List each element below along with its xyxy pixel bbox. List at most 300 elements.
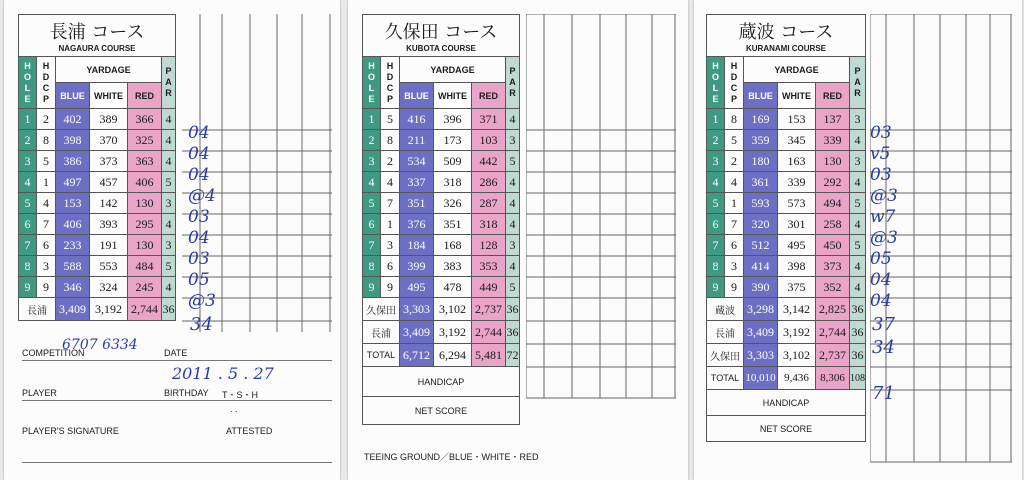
hole-cell: 7 (707, 235, 725, 256)
hdcp-cell: 6 (381, 256, 400, 277)
white-header: WHITE (90, 83, 128, 109)
red-cell: 295 (128, 214, 162, 235)
red-cell: 339 (816, 130, 850, 151)
handwritten-score: 03 (188, 207, 210, 227)
hdcp-cell: 5 (37, 151, 56, 172)
total-par-cell: 108 (850, 367, 866, 390)
blue-cell: 169 (744, 109, 778, 130)
handwritten-total: 34 (190, 314, 213, 335)
table-row (707, 130, 866, 151)
total-white-cell: 3,192 (778, 321, 816, 344)
attested-label: ATTESTED (226, 426, 273, 436)
total-white-cell: 3,142 (778, 298, 816, 321)
total-label: 久保田 (707, 344, 744, 367)
course-name-en: NAGAURA COURSE (58, 44, 136, 53)
hole-header: H O L E (707, 57, 725, 109)
table-row (707, 172, 866, 193)
red-header: RED (472, 83, 506, 109)
card-frame (362, 14, 676, 444)
course-title (363, 15, 520, 57)
table-row (707, 277, 866, 298)
hdcp-cell: 8 (381, 130, 400, 151)
blue-cell: 588 (56, 256, 90, 277)
red-cell: 286 (472, 172, 506, 193)
white-cell: 191 (90, 235, 128, 256)
hole-cell: 7 (19, 235, 37, 256)
total-blue-cell: 10,010 (744, 367, 778, 390)
white-cell: 573 (778, 193, 816, 214)
hole-cell: 5 (707, 193, 725, 214)
total-par-cell: 36 (506, 321, 520, 344)
total-par-cell: 36 (850, 298, 866, 321)
birthday-label: BIRTHDAY (164, 388, 209, 398)
signature-label: PLAYER'S SIGNATURE (22, 426, 119, 436)
white-cell: 509 (434, 151, 472, 172)
white-cell: 375 (778, 277, 816, 298)
hdcp-cell: 3 (37, 256, 56, 277)
red-cell: 137 (816, 109, 850, 130)
red-header: RED (128, 83, 162, 109)
table-row (19, 130, 177, 151)
table-row (363, 193, 520, 214)
table-row (363, 151, 520, 172)
table-row (707, 256, 866, 277)
white-cell: 142 (90, 193, 128, 214)
par-cell: 4 (506, 172, 520, 193)
blue-cell: 593 (744, 193, 778, 214)
handwritten-score: 04 (870, 291, 892, 311)
red-cell: 366 (128, 109, 162, 130)
nagaura-table (18, 14, 177, 321)
table-row (19, 235, 177, 256)
table-row (363, 277, 520, 298)
hdcp-cell: 6 (37, 235, 56, 256)
white-cell: 326 (434, 193, 472, 214)
hdcp-cell: 9 (381, 277, 400, 298)
white-cell: 393 (90, 214, 128, 235)
total-blue-cell: 3,409 (400, 321, 434, 344)
yardage-header: YARDAGE (744, 57, 850, 83)
red-cell: 245 (128, 277, 162, 298)
hole-cell: 6 (19, 214, 37, 235)
blue-header: BLUE (744, 83, 778, 109)
blue-cell: 337 (400, 172, 434, 193)
total-blue-cell: 3,303 (400, 298, 434, 321)
course-title (19, 15, 176, 57)
white-cell: 339 (778, 172, 816, 193)
blue-cell: 211 (400, 130, 434, 151)
handwritten-score: 04 (870, 270, 892, 290)
blue-cell: 386 (56, 151, 90, 172)
table-row (363, 256, 520, 277)
handwritten-score: v5 (870, 144, 891, 164)
par-header: P A R (850, 57, 866, 109)
red-cell: 292 (816, 172, 850, 193)
blue-cell: 320 (744, 214, 778, 235)
total-blue-cell: 6,712 (400, 344, 434, 367)
handwritten-score: 05 (188, 270, 210, 290)
hdcp-header: H D C P (37, 57, 56, 109)
hole-cell: 1 (19, 109, 37, 130)
white-cell: 478 (434, 277, 472, 298)
score-grid-lines (526, 14, 676, 400)
white-cell: 398 (778, 256, 816, 277)
blue-cell: 406 (56, 214, 90, 235)
white-cell: 457 (90, 172, 128, 193)
net-score-row: NET SCORE (363, 397, 520, 425)
table-row (19, 214, 177, 235)
white-cell: 396 (434, 109, 472, 130)
red-cell: 128 (472, 235, 506, 256)
hole-cell: 8 (707, 256, 725, 277)
red-cell: 442 (472, 151, 506, 172)
white-cell: 370 (90, 130, 128, 151)
par-header: P A R (162, 57, 176, 109)
par-cell: 4 (162, 109, 176, 130)
red-cell: 494 (816, 193, 850, 214)
total-row (363, 321, 520, 344)
par-cell: 4 (162, 130, 176, 151)
hdcp-cell: 1 (725, 193, 744, 214)
hole-rows (707, 109, 866, 390)
hdcp-cell: 9 (725, 277, 744, 298)
total-label: TOTAL (707, 367, 744, 390)
hole-cell: 9 (363, 277, 381, 298)
scorecard-kubota (348, 0, 688, 480)
par-cell: 3 (162, 193, 176, 214)
hdcp-cell: 5 (725, 130, 744, 151)
course-name-en: KURANAMI COURSE (746, 44, 826, 53)
handwritten-score: 03 (870, 123, 892, 143)
blue-cell: 376 (400, 214, 434, 235)
hole-cell: 6 (707, 214, 725, 235)
total-row (363, 344, 520, 367)
card-frame (706, 14, 1012, 464)
hdcp-cell: 3 (725, 256, 744, 277)
total-blue-cell: 3,409 (56, 298, 90, 321)
total-white-cell: 6,294 (434, 344, 472, 367)
hole-cell: 8 (363, 256, 381, 277)
red-cell: 484 (128, 256, 162, 277)
hdcp-cell: 7 (725, 214, 744, 235)
red-header: RED (816, 83, 850, 109)
handwritten-score: 03 (188, 249, 210, 269)
course-name-jp: 蔵波 コース (738, 22, 834, 43)
handwritten-total: 37 (872, 314, 895, 335)
par-cell: 5 (162, 172, 176, 193)
hole-header: H O L E (19, 57, 37, 109)
hdcp-cell: 9 (37, 277, 56, 298)
total-white-cell: 3,102 (434, 298, 472, 321)
table-row (363, 235, 520, 256)
table-row (363, 130, 520, 151)
player-label: PLAYER (22, 388, 57, 398)
par-header: P A R (506, 57, 520, 109)
par-cell: 5 (850, 235, 866, 256)
handicap-row: HANDICAP (707, 390, 866, 416)
red-cell: 325 (128, 130, 162, 151)
total-label: TOTAL (363, 344, 400, 367)
hole-rows (363, 109, 520, 367)
hdcp-cell: 2 (725, 151, 744, 172)
blue-header: BLUE (56, 83, 90, 109)
red-cell: 287 (472, 193, 506, 214)
total-red-cell: 2,825 (816, 298, 850, 321)
white-cell: 351 (434, 214, 472, 235)
table-row (363, 172, 520, 193)
total-par-cell: 72 (506, 344, 520, 367)
par-cell: 4 (850, 130, 866, 151)
par-cell: 4 (162, 214, 176, 235)
white-cell: 373 (90, 151, 128, 172)
hole-rows (19, 109, 177, 321)
white-cell: 301 (778, 214, 816, 235)
blue-cell: 233 (56, 235, 90, 256)
total-par-cell: 36 (506, 298, 520, 321)
hole-cell: 3 (363, 151, 381, 172)
handwritten-score: @3 (188, 291, 216, 311)
card-frame (18, 14, 334, 342)
divider (22, 360, 332, 361)
par-cell: 4 (162, 151, 176, 172)
white-cell: 168 (434, 235, 472, 256)
blue-cell: 361 (744, 172, 778, 193)
hdcp-header: H D C P (381, 57, 400, 109)
total-red-cell: 2,737 (816, 344, 850, 367)
total-white-cell: 3,192 (90, 298, 128, 321)
red-cell: 363 (128, 151, 162, 172)
hdcp-cell: 8 (725, 109, 744, 130)
red-cell: 450 (816, 235, 850, 256)
scorecard-nagaura (4, 0, 340, 480)
white-cell: 495 (778, 235, 816, 256)
blue-cell: 390 (744, 277, 778, 298)
par-cell: 5 (162, 256, 176, 277)
blue-cell: 497 (56, 172, 90, 193)
total-red-cell: 2,744 (472, 321, 506, 344)
hole-cell: 4 (707, 172, 725, 193)
white-cell: 389 (90, 109, 128, 130)
blue-cell: 184 (400, 235, 434, 256)
hole-header: H O L E (363, 57, 381, 109)
blue-cell: 495 (400, 277, 434, 298)
table-row (707, 151, 866, 172)
handwritten-score: @3 (870, 228, 898, 248)
handwritten-total: 71 (872, 383, 895, 404)
total-white-cell: 3,192 (434, 321, 472, 344)
total-label: 久保田 (363, 298, 400, 321)
hole-cell: 1 (363, 109, 381, 130)
hole-cell: 9 (707, 277, 725, 298)
table-row (19, 172, 177, 193)
hdcp-cell: 1 (37, 172, 56, 193)
hdcp-cell: 6 (725, 235, 744, 256)
total-par-cell: 36 (162, 298, 176, 321)
blue-cell: 512 (744, 235, 778, 256)
total-label: 長浦 (19, 298, 56, 321)
total-blue-cell: 3,303 (744, 344, 778, 367)
competition-value: 6707 6334 (62, 337, 138, 353)
table-row (19, 277, 177, 298)
blue-cell: 180 (744, 151, 778, 172)
table-row (363, 109, 520, 130)
blue-cell: 346 (56, 277, 90, 298)
hdcp-cell: 3 (381, 235, 400, 256)
par-cell: 3 (506, 235, 520, 256)
birthday-value: T・S・H (222, 390, 259, 400)
kuranami-table (706, 14, 866, 442)
total-red-cell: 2,737 (472, 298, 506, 321)
par-cell: 3 (850, 109, 866, 130)
competition-label: COMPETITION (22, 348, 85, 358)
blue-header: BLUE (400, 83, 434, 109)
handwritten-total: 34 (872, 337, 895, 358)
handwritten-score: @4 (188, 186, 216, 206)
total-par-cell: 36 (850, 344, 866, 367)
total-red-cell: 2,744 (816, 321, 850, 344)
total-row (707, 367, 866, 390)
course-name-jp: 長浦 コース (49, 22, 145, 43)
total-row (707, 321, 866, 344)
hole-cell: 9 (19, 277, 37, 298)
total-label: 長浦 (707, 321, 744, 344)
par-cell: 4 (506, 193, 520, 214)
red-cell: 352 (816, 277, 850, 298)
teeing-ground-note: TEEING GROUND／BLUE・WHITE・RED (364, 452, 539, 462)
par-cell: 4 (850, 277, 866, 298)
blue-cell: 402 (56, 109, 90, 130)
white-cell: 383 (434, 256, 472, 277)
red-cell: 318 (472, 214, 506, 235)
table-row (19, 109, 177, 130)
handwritten-score: 04 (188, 165, 210, 185)
yardage-header: YARDAGE (400, 57, 506, 83)
hdcp-cell: 7 (381, 193, 400, 214)
hole-cell: 5 (363, 193, 381, 214)
white-header: WHITE (434, 83, 472, 109)
par-cell: 3 (162, 235, 176, 256)
table-row (363, 214, 520, 235)
table-row (19, 151, 177, 172)
par-cell: 4 (850, 214, 866, 235)
hole-cell: 5 (19, 193, 37, 214)
table-row (707, 235, 866, 256)
hdcp-cell: 5 (381, 109, 400, 130)
table-row (707, 193, 866, 214)
par-cell: 4 (506, 214, 520, 235)
white-cell: 553 (90, 256, 128, 277)
table-row (19, 256, 177, 277)
blue-cell: 153 (56, 193, 90, 214)
yardage-header: YARDAGE (56, 57, 162, 83)
blue-cell: 359 (744, 130, 778, 151)
total-red-cell: 2,744 (128, 298, 162, 321)
red-cell: 406 (128, 172, 162, 193)
white-cell: 324 (90, 277, 128, 298)
total-row (707, 344, 866, 367)
birthday-dots: . . (230, 404, 238, 414)
handicap-row: HANDICAP (363, 367, 520, 397)
red-cell: 353 (472, 256, 506, 277)
hole-cell: 6 (363, 214, 381, 235)
blue-cell: 414 (744, 256, 778, 277)
course-name-jp: 久保田 コース (384, 22, 498, 43)
par-cell: 3 (850, 151, 866, 172)
hdcp-header: H D C P (725, 57, 744, 109)
hdcp-cell: 2 (381, 151, 400, 172)
handwritten-score: @3 (870, 186, 898, 206)
hdcp-cell: 4 (37, 193, 56, 214)
handwritten-score: 04 (188, 144, 210, 164)
hole-cell: 2 (363, 130, 381, 151)
hole-cell: 3 (707, 151, 725, 172)
hole-cell: 7 (363, 235, 381, 256)
total-white-cell: 3,102 (778, 344, 816, 367)
total-par-cell: 36 (850, 321, 866, 344)
handwritten-score: 05 (870, 249, 892, 269)
white-cell: 318 (434, 172, 472, 193)
red-cell: 130 (128, 193, 162, 214)
red-cell: 449 (472, 277, 506, 298)
divider (22, 400, 332, 401)
table-row (707, 109, 866, 130)
red-cell: 371 (472, 109, 506, 130)
hole-cell: 1 (707, 109, 725, 130)
par-cell: 4 (506, 109, 520, 130)
total-label: 長浦 (363, 321, 400, 344)
hole-cell: 3 (19, 151, 37, 172)
par-cell: 5 (850, 193, 866, 214)
red-cell: 103 (472, 130, 506, 151)
par-cell: 4 (162, 277, 176, 298)
total-white-cell: 9,436 (778, 367, 816, 390)
hdcp-cell: 4 (381, 172, 400, 193)
total-row (19, 298, 177, 321)
blue-cell: 398 (56, 130, 90, 151)
date-label: DATE (164, 348, 188, 358)
white-cell: 173 (434, 130, 472, 151)
white-header: WHITE (778, 83, 816, 109)
par-cell: 3 (506, 130, 520, 151)
par-cell: 5 (506, 277, 520, 298)
white-cell: 153 (778, 109, 816, 130)
par-cell: 4 (506, 256, 520, 277)
hole-cell: 2 (19, 130, 37, 151)
hdcp-cell: 8 (37, 130, 56, 151)
total-red-cell: 8,306 (816, 367, 850, 390)
red-cell: 130 (128, 235, 162, 256)
handwritten-score: w7 (870, 207, 896, 227)
table-row (19, 193, 177, 214)
hdcp-cell: 2 (37, 109, 56, 130)
scorecard-kuranami (694, 0, 1022, 480)
kubota-table (362, 14, 520, 425)
hole-cell: 4 (19, 172, 37, 193)
course-title (707, 15, 866, 57)
divider (22, 462, 332, 463)
hole-cell: 8 (19, 256, 37, 277)
handwritten-score: 04 (188, 123, 210, 143)
score-columns (526, 14, 676, 398)
blue-cell: 399 (400, 256, 434, 277)
total-blue-cell: 3,409 (744, 321, 778, 344)
date-value: 2011 . 5 . 27 (172, 364, 274, 383)
total-row (363, 298, 520, 321)
total-blue-cell: 3,298 (744, 298, 778, 321)
handwritten-score: 04 (188, 228, 210, 248)
hdcp-cell: 7 (37, 214, 56, 235)
total-red-cell: 5,481 (472, 344, 506, 367)
